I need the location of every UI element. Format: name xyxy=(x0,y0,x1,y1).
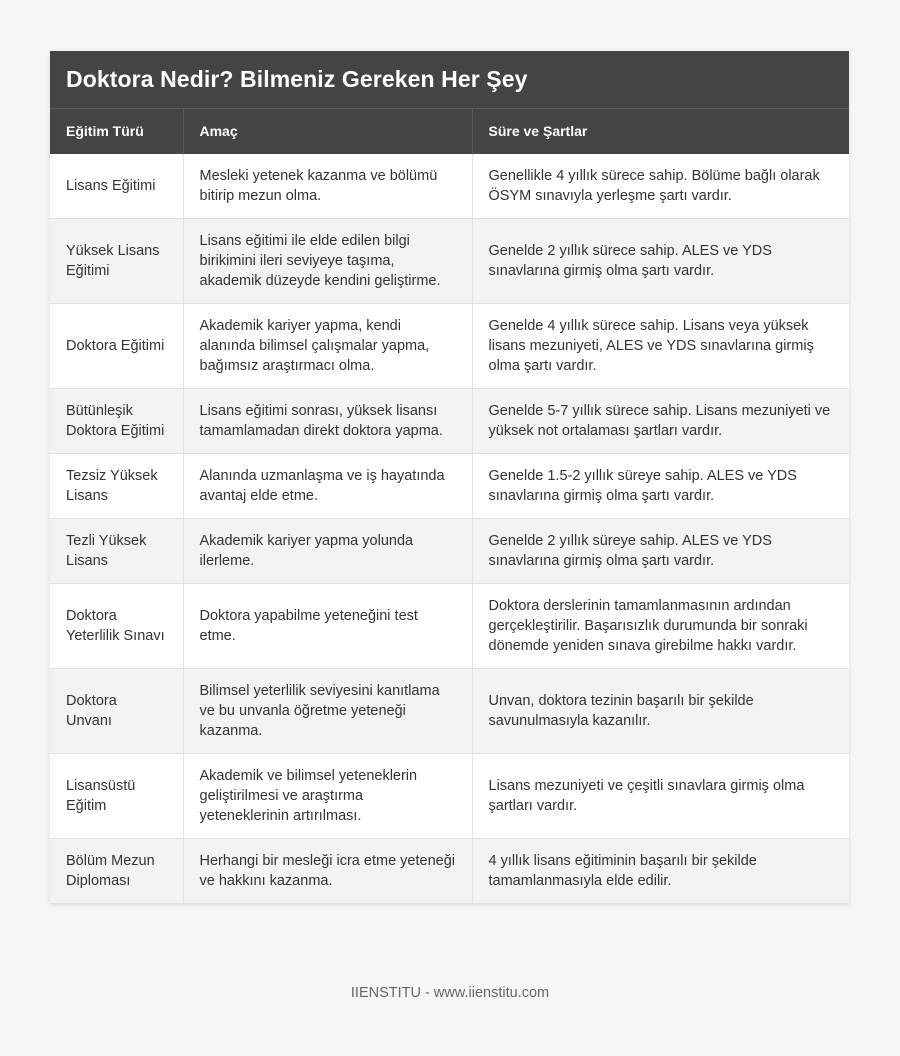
cell-amac: Herhangi bir mesleği icra etme yeteneği ve hakkını kazanma. xyxy=(183,838,472,903)
cell-egitim-turu: Lisansüstü Eğitim xyxy=(50,753,183,838)
cell-sure-ve-sartlar: Genellikle 4 yıllık sürece sahip. Bölüme bağlı olarak ÖSYM sınavıyla yerleşme şartı vardır. xyxy=(472,154,849,219)
cell-amac: Akademik kariyer yapma yolunda ilerleme. xyxy=(183,518,472,583)
education-table xyxy=(50,108,849,904)
cell-egitim-turu: Doktora Unvanı xyxy=(50,668,183,753)
cell-egitim-turu: Tezsiz Yüksek Lisans xyxy=(50,453,183,518)
cell-sure-ve-sartlar: Genelde 4 yıllık sürece sahip. Lisans veya yüksek lisans mezuniyeti, ALES ve YDS sınavlarına girmiş olma şartı vardır. xyxy=(472,303,849,388)
table-row xyxy=(50,218,849,303)
cell-amac: Alanında uzmanlaşma ve iş hayatında avantaj elde etme. xyxy=(183,453,472,518)
cell-egitim-turu: Doktora Yeterlilik Sınavı xyxy=(50,583,183,668)
cell-sure-ve-sartlar: Genelde 2 yıllık süreye sahip. ALES ve YDS sınavlarına girmiş olma şartı vardır. xyxy=(472,518,849,583)
table-row xyxy=(50,388,849,453)
cell-amac: Akademik ve bilimsel yeteneklerin geliştirilmesi ve araştırma yeteneklerinin artırılması. xyxy=(183,753,472,838)
page-title: Doktora Nedir? Bilmeniz Gereken Her Şey xyxy=(66,66,528,92)
cell-amac: Bilimsel yeterlilik seviyesini kanıtlama ve bu unvanla öğretme yeteneği kazanma. xyxy=(183,668,472,753)
header-amac: Amaç xyxy=(183,109,472,154)
table-row xyxy=(50,303,849,388)
table-card xyxy=(50,51,849,904)
table-row xyxy=(50,753,849,838)
cell-egitim-turu: Tezli Yüksek Lisans xyxy=(50,518,183,583)
cell-egitim-turu: Doktora Eğitimi xyxy=(50,303,183,388)
header-sure-ve-sartlar: Süre ve Şartlar xyxy=(472,109,849,154)
table-header xyxy=(50,109,849,154)
cell-amac: Lisans eğitimi sonrası, yüksek lisansı tamamlamadan direkt doktora yapma. xyxy=(183,388,472,453)
header-egitim-turu: Eğitim Türü xyxy=(50,109,183,154)
cell-sure-ve-sartlar: Lisans mezuniyeti ve çeşitli sınavlara girmiş olma şartları vardır. xyxy=(472,753,849,838)
table-body xyxy=(50,154,849,904)
cell-amac: Mesleki yetenek kazanma ve bölümü bitirip mezun olma. xyxy=(183,154,472,219)
table-row xyxy=(50,583,849,668)
table-row xyxy=(50,668,849,753)
cell-sure-ve-sartlar: 4 yıllık lisans eğitiminin başarılı bir şekilde tamamlanmasıyla elde edilir. xyxy=(472,838,849,903)
table-row xyxy=(50,838,849,903)
header-row xyxy=(50,109,849,154)
footer-credit: IIENSTITU - www.iienstitu.com xyxy=(350,985,550,1001)
cell-sure-ve-sartlar: Unvan, doktora tezinin başarılı bir şekilde savunulmasıyla kazanılır. xyxy=(472,668,849,753)
cell-sure-ve-sartlar: Genelde 5-7 yıllık sürece sahip. Lisans mezuniyeti ve yüksek not ortalaması şartları vardır. xyxy=(472,388,849,453)
title-bar xyxy=(50,51,849,108)
cell-egitim-turu: Yüksek Lisans Eğitimi xyxy=(50,218,183,303)
cell-egitim-turu: Bölüm Mezun Diploması xyxy=(50,838,183,903)
table-row xyxy=(50,154,849,219)
cell-egitim-turu: Lisans Eğitimi xyxy=(50,154,183,219)
cell-amac: Lisans eğitimi ile elde edilen bilgi birikimini ileri seviyeye taşıma, akademik düzeyde kendini geliştirme. xyxy=(183,218,472,303)
cell-sure-ve-sartlar: Genelde 1.5-2 yıllık süreye sahip. ALES ve YDS sınavlarına girmiş olma şartı vardır. xyxy=(472,453,849,518)
table-row xyxy=(50,518,849,583)
cell-egitim-turu: Bütünleşik Doktora Eğitimi xyxy=(50,388,183,453)
cell-sure-ve-sartlar: Doktora derslerinin tamamlanmasının ardından gerçekleştirilir. Başarısızlık durumunda bir sonraki dönemde yeniden sınava girebilme hakkı vardır. xyxy=(472,583,849,668)
cell-amac: Akademik kariyer yapma, kendi alanında bilimsel çalışmalar yapma, bağımsız araştırmacı olma. xyxy=(183,303,472,388)
cell-sure-ve-sartlar: Genelde 2 yıllık sürece sahip. ALES ve YDS sınavlarına girmiş olma şartı vardır. xyxy=(472,218,849,303)
cell-amac: Doktora yapabilme yeteneğini test etme. xyxy=(183,583,472,668)
table-row xyxy=(50,453,849,518)
